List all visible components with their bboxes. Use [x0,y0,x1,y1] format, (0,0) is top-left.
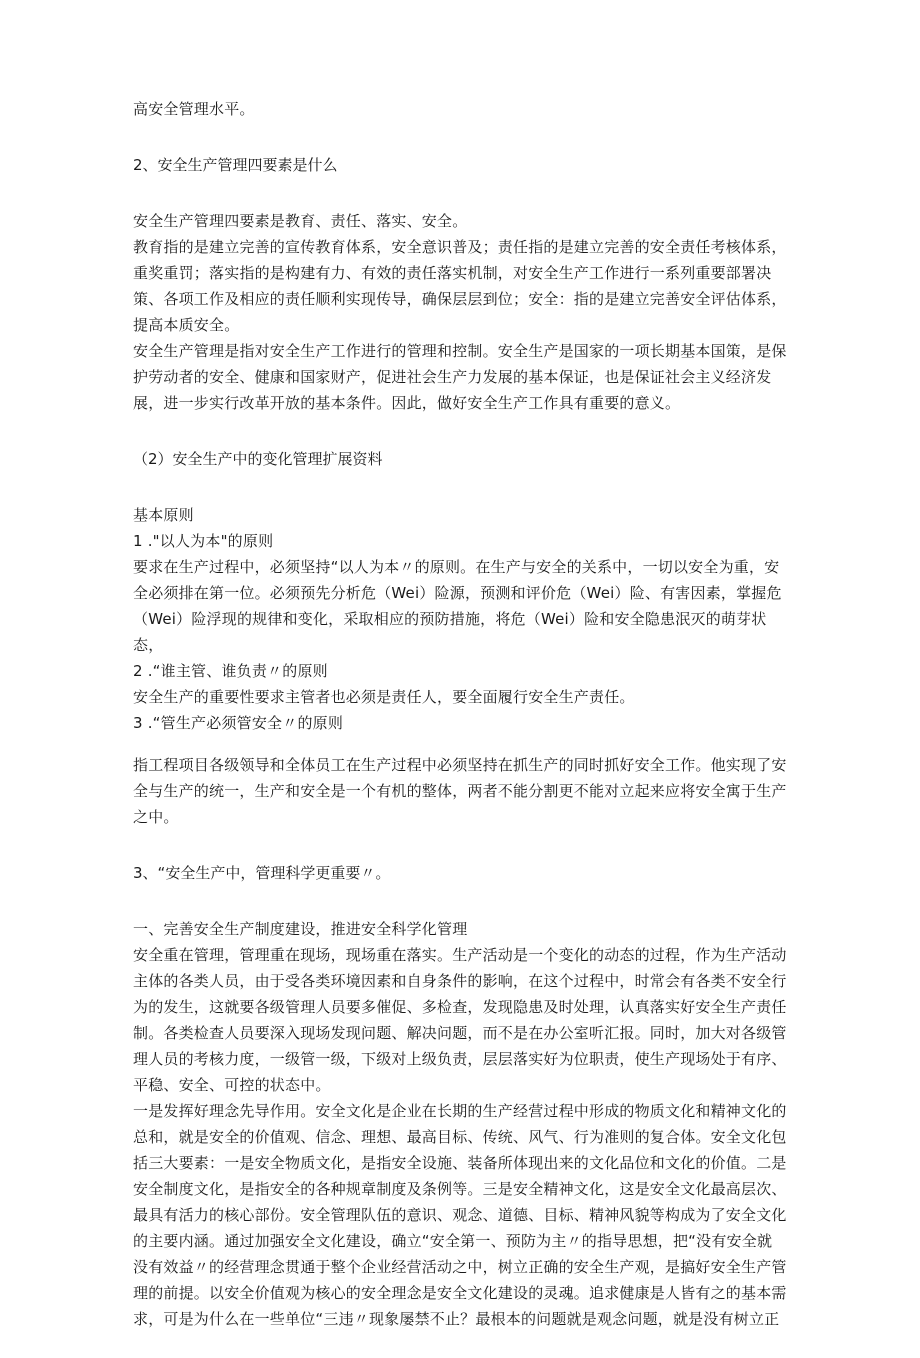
text-line: 2 .“谁主管、谁负责〃的原则 [133,662,328,680]
text-line: 全必须排在第一位。必须预先分析危（Wei）险源，预测和评价危（Wei）险、有害因素，掌握危 [133,584,782,602]
text-line: 指工程项目各级领导和全体员工在生产过程中必须坚持在抓生产的同时抓好安全工作。他实现了安 [133,756,787,774]
text-line: 求，可是为什么在一些单位“三违〃现象屡禁不止？最根本的问题就是观念问题，就是没有树立正 [133,1310,780,1328]
text-line: 高安全管理水平。 [133,100,255,118]
section-heading: （2）安全生产中的变化管理扩展资料 [133,450,383,468]
text-line: 基本原则 [133,506,194,524]
text-line: 护劳动者的安全、健康和国家财产，促进社会生产力发展的基本保证，也是保证社会主义经济发 [133,368,772,386]
text-line [133,1332,801,1358]
text-line: 一是发挥好理念先导作用。安全文化是企业在长期的生产经营过程中形成的物质文化和精神文化的 [133,1102,787,1120]
text-line: 安全重在管理，管理重在现场，现场重在落实。生产活动是一个变化的动态的过程，作为生产活动 [133,946,787,964]
text-line: （Wei）险浮现的规律和变化，采取相应的预防措施，将危（Wei）险和安全隐患泯灭的萌芽状 [133,610,767,628]
section-heading: 2、安全生产管理四要素是什么 [133,156,338,174]
text-line: 安全生产管理是指对安全生产工作进行的管理和控制。安全生产是国家的一项长期基本国策，是保 [133,342,787,360]
text-line: 理的前提。以安全价值观为核心的安全理念是安全文化建设的灵魂。追求健康是人皆有之的基本需 [133,1284,787,1302]
text-line: 策、各项工作及相应的责任顺利实现传导，确保层层到位；安全：指的是建立完善安全评估体系， [133,290,787,308]
text-line: 全与生产的统一，生产和安全是一个有机的整体，两者不能分割更不能对立起来应将安全寓于生产 [133,782,787,800]
text-line: 教育指的是建立完善的宣传教育体系，安全意识普及；责任指的是建立完善的安全责任考核体系， [133,238,787,256]
text-line: 安全生产的重要性要求主管者也必须是责任人，要全面履行安全生产责任。 [133,688,635,706]
text-line: 最具有活力的核心部份。安全管理队伍的意识、观念、道德、目标、精神风貌等构成为了安全文化 [133,1206,787,1224]
text-line: 3 .“管生产必须管安全〃的原则 [133,714,344,732]
text-line: 没有效益〃的经营理念贯通于整个企业经营活动之中，树立正确的安全生产观，是搞好安全生产管 [133,1258,787,1276]
text-line: 为的发生，这就要各级管理人员要多催促、多检查，发现隐患及时处理，认真落实好安全生产责任 [133,998,787,1016]
text-line: 总和，就是安全的价值观、信念、理想、最高目标、传统、风气、行为准则的复合体。安全文化包 [133,1128,787,1146]
text-line: 展，进一步实行改革开放的基本条件。因此，做好安全生产工作具有重要的意义。 [133,394,681,412]
text-line: 之中。 [133,808,179,826]
section-heading: 3、“安全生产中，管理科学更重要〃。 [133,864,391,882]
text-line: 重奖重罚；落实指的是构建有力、有效的责任落实机制，对安全生产工作进行一系列重要部署决 [133,264,772,282]
text-line: 的主要内涵。通过加强安全文化建设，确立“安全第一、预防为主〃的指导思想，把“没有安全就 [133,1232,773,1250]
text-line: 主体的各类人员，由于受各类环境因素和自身条件的影响，在这个过程中，时常会有各类不安全行 [133,972,787,990]
document-page [133,96,801,1358]
text-line: 态， [133,636,164,654]
text-line: 理人员的考核力度，一级管一级，下级对上级负责，层层落实好为位职责，使生产现场处于有序、 [133,1050,787,1068]
text-line: 提高本质安全。 [133,316,240,334]
text-line: 要求在生产过程中，必须坚持“以人为本〃的原则。在生产与安全的关系中，一切以安全为重，安 [133,558,780,576]
text-line: 1 ."以人为本"的原则 [133,532,274,550]
text-line: 平稳、安全、可控的状态中。 [133,1076,331,1094]
text-line: 制。各类检查人员要深入现场发现问题、解决问题，而不是在办公室听汇报。同时，加大对各级管 [133,1024,787,1042]
text-line: 括三大要素：一是安全物质文化，是指安全设施、装备所体现出来的文化品位和文化的价值。二是 [133,1154,787,1172]
text-line: 一、完善安全生产制度建设，推进安全科学化管理 [133,920,468,938]
text-line: 安全制度文化，是指安全的各种规章制度及条例等。三是安全精神文化，这是安全文化最高层次、 [133,1180,787,1198]
text-line: 安全生产管理四要素是教育、责任、落实、安全。 [133,212,468,230]
